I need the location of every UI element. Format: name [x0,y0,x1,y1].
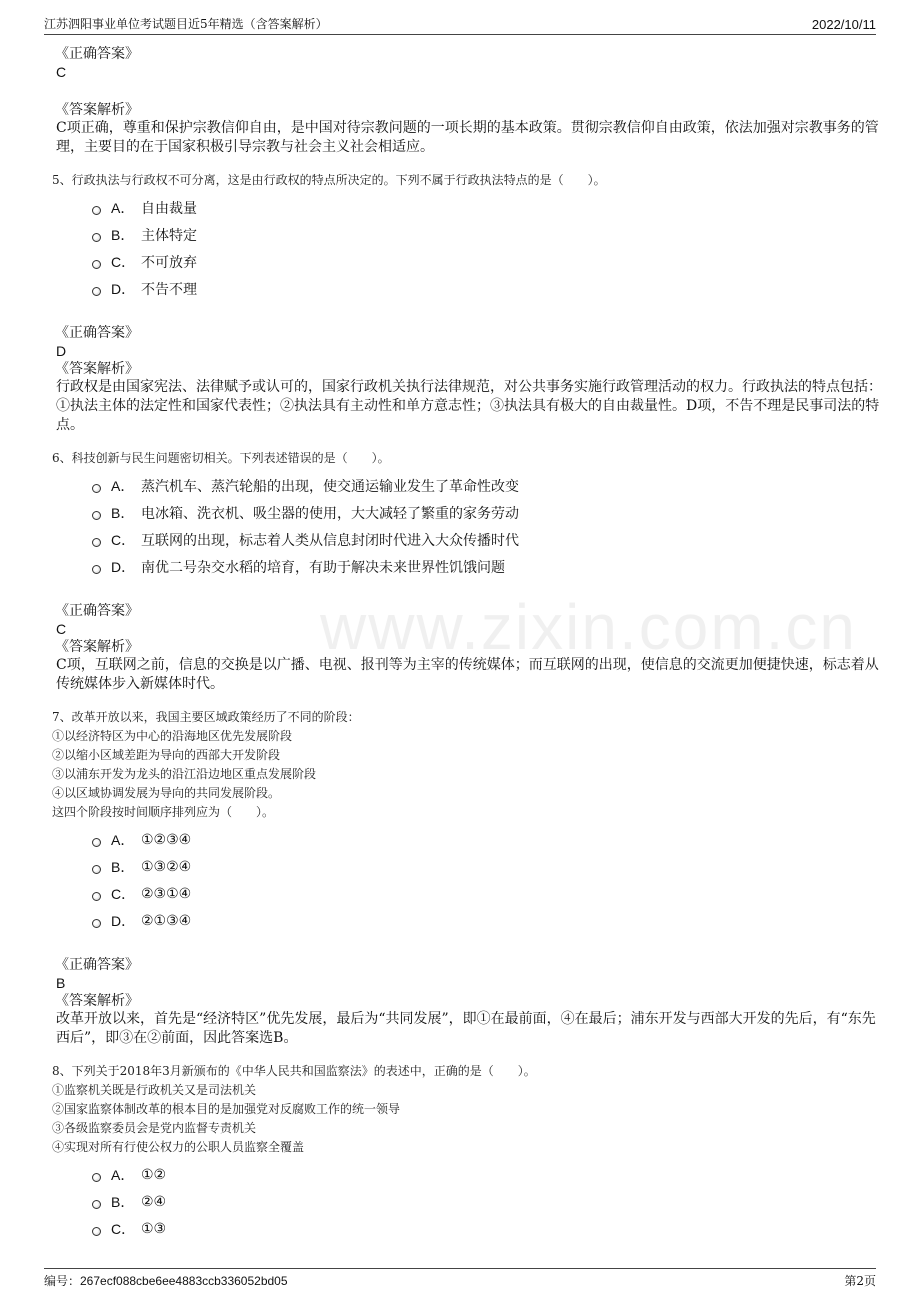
document-title: 江苏泗阳事业单位考试题目近5年精选（含答案解析） [44,17,328,31]
document-code: 编号：267ecf088cbe6ee4883ccb336052bd05 [44,1274,288,1288]
question-stem-line: ②以缩小区域差距为导向的西部大开发阶段 [52,748,281,762]
explanation-text: C项，互联网之前，信息的交换是以广播、电视、报刊等为主宰的传统媒体；而互联网的出现，使信息的交流更加便捷快速，标志着从传统媒体步入新媒体时代。 [56,657,879,692]
question-6 [52,449,882,694]
option-a[interactable]: A． ①② [92,1161,882,1188]
question-stem-line: ④实现对所有行使公权力的公职人员监察全覆盖 [52,1140,305,1154]
radio-icon[interactable] [92,538,101,547]
correct-answer-value: B [56,975,66,991]
question-stem-line: 8、下列关于2018年3月新颁布的《中华人民共和国监察法》的表述中，正确的是（ ）。 [52,1064,536,1078]
radio-icon[interactable] [92,260,101,269]
options-list [92,194,882,302]
document-date: 2022/10/11 [811,17,876,32]
radio-icon[interactable] [92,484,101,493]
explanation-label: 《答案解析》 [55,639,139,655]
explanation-text: 改革开放以来，首先是“经济特区”优先发展，最后为“共同发展”，即①在最前面，④在最后；浦东开发与西部大开发的先后，有“东先西后”，即③在②前面，因此答案选B。 [56,1011,876,1046]
radio-icon[interactable] [92,206,101,215]
option-d[interactable]: D． ②①③④ [92,907,882,934]
option-a[interactable]: A． 自由裁量 [92,194,882,221]
radio-icon[interactable] [92,233,101,242]
document-body [52,45,882,1242]
correct-answer-label: 《正确答案》 [55,325,139,341]
explanation-label: 《答案解析》 [55,993,139,1009]
explanation-text: 行政权是由国家宪法、法律赋予或认可的，国家行政机关执行法律规范，对公共事务实施行政管理活动的权力。行政执法的特点包括：①执法主体的法定性和国家代表性；②执法具有主动性和单方意志性；③执法具有极大的自由裁量性。D项，不告不理是民事司法的特点。 [56,379,882,433]
correct-answer-value: D [56,343,67,359]
correct-answer-label: 《正确答案》 [55,603,139,619]
option-b[interactable]: B． 电冰箱、洗衣机、吸尘器的使用，大大减轻了繁重的家务劳动 [92,499,882,526]
correct-answer-label: 《正确答案》 [55,957,139,973]
question-stem-line: 这四个阶段按时间顺序排列应为（ ）。 [52,805,275,819]
radio-icon[interactable] [92,865,101,874]
options-list [92,826,882,934]
radio-icon[interactable] [92,919,101,928]
option-c[interactable]: C． ①③ [92,1215,882,1242]
radio-icon[interactable] [92,838,101,847]
question-stem-line: ①以经济特区为中心的沿海地区优先发展阶段 [52,729,293,743]
option-c[interactable]: C． ②③①④ [92,880,882,907]
question-4-answer-block [52,45,882,157]
options-list [92,1161,882,1242]
explanation-text: C项正确，尊重和保护宗教信仰自由，是中国对待宗教问题的一项长期的基本政策。贯彻宗教信仰自由政策，依法加强对宗教事务的管理，主要目的在于国家积极引导宗教与社会主义社会相适应。 [56,120,879,155]
radio-icon[interactable] [92,565,101,574]
radio-icon[interactable] [92,1173,101,1182]
page-header [44,12,876,35]
page-number: 第2页 [844,1274,876,1288]
radio-icon[interactable] [92,1200,101,1209]
question-stem-line: ③各级监察委员会是党内监督专责机关 [52,1121,257,1135]
correct-answer-value: C [56,64,67,80]
radio-icon[interactable] [92,892,101,901]
option-a[interactable]: A． ①②③④ [92,826,882,853]
option-c[interactable]: C． 互联网的出现，标志着人类从信息封闭时代进入大众传播时代 [92,526,882,553]
question-8 [52,1062,882,1242]
page-footer [44,1268,876,1289]
radio-icon[interactable] [92,511,101,520]
options-list [92,472,882,580]
option-b[interactable]: B． ①③②④ [92,853,882,880]
option-b[interactable]: B． 主体特定 [92,221,882,248]
watermark: www.zixin.com.cn [320,591,857,663]
question-5 [52,171,882,435]
option-b[interactable]: B． ②④ [92,1188,882,1215]
question-stem-line: ④以区域协调发展为导向的共同发展阶段。 [52,786,281,800]
question-stem: 6、科技创新与民生问题密切相关。下列表述错误的是（ ）。 [52,451,390,465]
option-c[interactable]: C． 不可放弃 [92,248,882,275]
question-stem: 5、行政执法与行政权不可分离，这是由行政权的特点所决定的。下列不属于行政执法特点的是（ ）。 [52,173,606,187]
explanation-label: 《答案解析》 [55,102,139,118]
radio-icon[interactable] [92,1227,101,1236]
question-stem-line: ①监察机关既是行政机关又是司法机关 [52,1083,257,1097]
question-stem-line: ③以浦东开发为龙头的沿江沿边地区重点发展阶段 [52,767,317,781]
radio-icon[interactable] [92,287,101,296]
question-stem-line: 7、改革开放以来，我国主要区域政策经历了不同的阶段： [52,710,360,724]
question-stem-line: ②国家监察体制改革的根本目的是加强党对反腐败工作的统一领导 [52,1102,401,1116]
explanation-label: 《答案解析》 [55,361,139,377]
option-d[interactable]: D． 不告不理 [92,275,882,302]
correct-answer-label: 《正确答案》 [55,46,139,62]
option-a[interactable]: A． 蒸汽机车、蒸汽轮船的出现，使交通运输业发生了革命性改变 [92,472,882,499]
question-7 [52,708,882,1048]
option-d[interactable]: D． 南优二号杂交水稻的培育，有助于解决未来世界性饥饿问题 [92,553,882,580]
correct-answer-value: C [56,621,67,637]
